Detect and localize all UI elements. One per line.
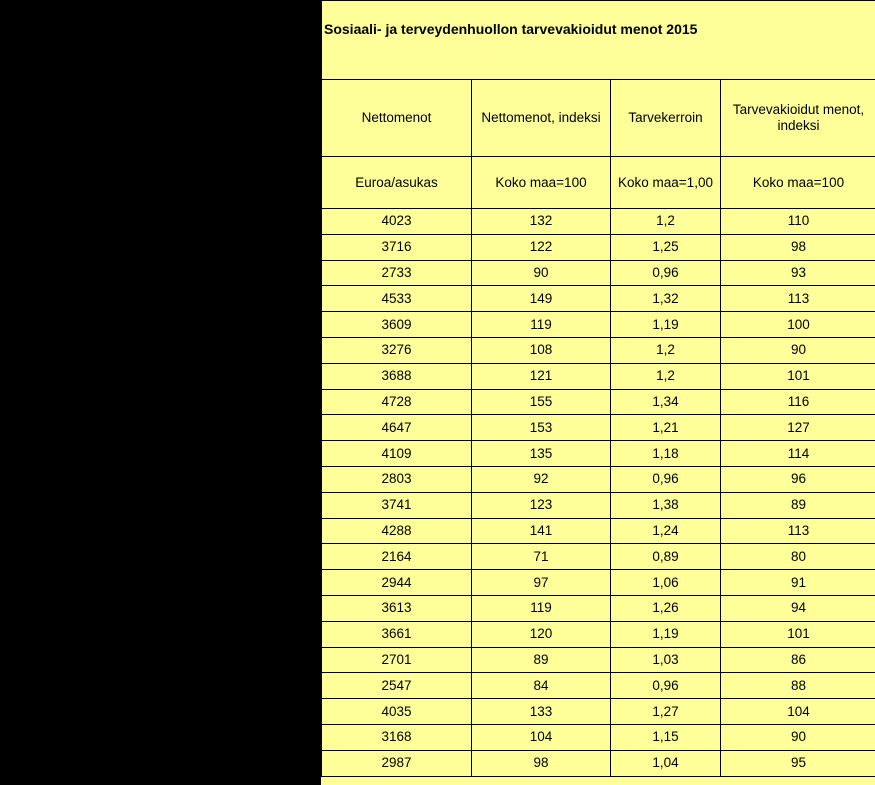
table-row bbox=[322, 466, 875, 492]
table-cell[interactable]: 3276 bbox=[322, 337, 472, 363]
table-cell[interactable]: 89 bbox=[472, 647, 611, 673]
table-cell[interactable]: 4023 bbox=[322, 209, 472, 235]
table-cell[interactable]: 4728 bbox=[322, 389, 472, 415]
table-cell[interactable]: 3613 bbox=[322, 595, 472, 621]
table-cell[interactable]: 1,34 bbox=[611, 389, 721, 415]
table-cell[interactable]: 97 bbox=[472, 570, 611, 596]
table-cell[interactable]: 1,27 bbox=[611, 699, 721, 725]
table-cell[interactable]: 119 bbox=[472, 595, 611, 621]
table-cell[interactable]: 84 bbox=[472, 673, 611, 699]
unit-cell[interactable]: Euroa/asukas bbox=[322, 157, 472, 209]
table-cell[interactable]: 95 bbox=[721, 750, 875, 776]
table-cell[interactable]: 2733 bbox=[322, 260, 472, 286]
table-cell[interactable]: 4533 bbox=[322, 286, 472, 312]
table-cell[interactable]: 0,96 bbox=[611, 260, 721, 286]
table-cell[interactable]: 1,2 bbox=[611, 209, 721, 235]
table-cell[interactable]: 3168 bbox=[322, 724, 472, 750]
table-cell[interactable]: 3661 bbox=[322, 621, 472, 647]
table-cell[interactable]: 1,06 bbox=[611, 570, 721, 596]
table-cell[interactable]: 90 bbox=[472, 260, 611, 286]
table-cell[interactable]: 96 bbox=[721, 466, 875, 492]
header-cell[interactable]: Tarvevakioidut menot, indeksi bbox=[721, 80, 875, 157]
table-cell[interactable]: 132 bbox=[472, 209, 611, 235]
table-cell[interactable]: 1,2 bbox=[611, 337, 721, 363]
table-cell[interactable]: 1,24 bbox=[611, 518, 721, 544]
table-cell[interactable]: 1,32 bbox=[611, 286, 721, 312]
table-row bbox=[322, 595, 875, 621]
table-cell[interactable]: 0,89 bbox=[611, 544, 721, 570]
table-cell[interactable]: 2547 bbox=[322, 673, 472, 699]
table-cell[interactable]: 149 bbox=[472, 286, 611, 312]
table-cell[interactable]: 119 bbox=[472, 312, 611, 338]
table-cell[interactable]: 1,15 bbox=[611, 724, 721, 750]
table-cell[interactable]: 153 bbox=[472, 415, 611, 441]
table-cell[interactable]: 100 bbox=[721, 312, 875, 338]
table-row bbox=[322, 621, 875, 647]
table-cell[interactable]: 127 bbox=[721, 415, 875, 441]
table-cell[interactable]: 3609 bbox=[322, 312, 472, 338]
table-row bbox=[322, 724, 875, 750]
header-cell[interactable]: Tarvekerroin bbox=[611, 80, 721, 157]
table-cell[interactable]: 2803 bbox=[322, 466, 472, 492]
table-row bbox=[322, 209, 875, 235]
table-cell[interactable]: 114 bbox=[721, 441, 875, 467]
table-cell[interactable]: 80 bbox=[721, 544, 875, 570]
table-cell[interactable]: 116 bbox=[721, 389, 875, 415]
table-cell[interactable]: 1,18 bbox=[611, 441, 721, 467]
table-cell[interactable]: 110 bbox=[721, 209, 875, 235]
table-cell[interactable]: 4035 bbox=[322, 699, 472, 725]
table-cell[interactable]: 1,25 bbox=[611, 234, 721, 260]
table-cell[interactable]: 121 bbox=[472, 363, 611, 389]
table-cell[interactable]: 0,96 bbox=[611, 466, 721, 492]
table-row bbox=[322, 286, 875, 312]
unit-cell[interactable]: Koko maa=100 bbox=[721, 157, 875, 209]
table-cell[interactable]: 120 bbox=[472, 621, 611, 647]
table-cell[interactable]: 71 bbox=[472, 544, 611, 570]
table-cell[interactable]: 3688 bbox=[322, 363, 472, 389]
table-cell[interactable]: 91 bbox=[721, 570, 875, 596]
table-cell[interactable]: 101 bbox=[721, 363, 875, 389]
unit-cell[interactable]: Koko maa=100 bbox=[472, 157, 611, 209]
table-cell[interactable]: 101 bbox=[721, 621, 875, 647]
table-row bbox=[322, 492, 875, 518]
table-cell[interactable]: 104 bbox=[721, 699, 875, 725]
table-cell[interactable]: 135 bbox=[472, 441, 611, 467]
table-row bbox=[322, 647, 875, 673]
table-cell[interactable]: 155 bbox=[472, 389, 611, 415]
table-cell[interactable]: 4647 bbox=[322, 415, 472, 441]
table-cell[interactable]: 89 bbox=[721, 492, 875, 518]
table-cell[interactable]: 122 bbox=[472, 234, 611, 260]
table-cell[interactable]: 98 bbox=[472, 750, 611, 776]
table-row bbox=[322, 518, 875, 544]
data-table bbox=[321, 79, 875, 777]
table-title: Sosiaali- ja terveydenhuollon tarvevakioidut menot 2015 bbox=[324, 21, 698, 37]
table-cell[interactable]: 1,21 bbox=[611, 415, 721, 441]
table-cell[interactable]: 93 bbox=[721, 260, 875, 286]
table-cell[interactable]: 90 bbox=[721, 724, 875, 750]
table-cell[interactable]: 1,26 bbox=[611, 595, 721, 621]
table-cell[interactable]: 1,2 bbox=[611, 363, 721, 389]
table-row bbox=[322, 673, 875, 699]
table-cell[interactable]: 88 bbox=[721, 673, 875, 699]
table-cell[interactable]: 2701 bbox=[322, 647, 472, 673]
table-row bbox=[322, 415, 875, 441]
table-cell[interactable]: 133 bbox=[472, 699, 611, 725]
table-cell[interactable]: 86 bbox=[721, 647, 875, 673]
spreadsheet-area bbox=[321, 0, 875, 785]
table-cell[interactable]: 104 bbox=[472, 724, 611, 750]
table-cell[interactable]: 94 bbox=[721, 595, 875, 621]
header-row bbox=[322, 80, 875, 157]
table-cell[interactable]: 4288 bbox=[322, 518, 472, 544]
table-cell[interactable]: 1,03 bbox=[611, 647, 721, 673]
table-cell[interactable]: 1,19 bbox=[611, 312, 721, 338]
table-cell[interactable]: 3716 bbox=[322, 234, 472, 260]
table-cell[interactable]: 2987 bbox=[322, 750, 472, 776]
table-row bbox=[322, 363, 875, 389]
unit-cell[interactable]: Koko maa=1,00 bbox=[611, 157, 721, 209]
title-cell[interactable] bbox=[321, 0, 875, 79]
table-row bbox=[322, 750, 875, 776]
unit-row bbox=[322, 157, 875, 209]
table-cell[interactable]: 123 bbox=[472, 492, 611, 518]
table-cell[interactable]: 1,38 bbox=[611, 492, 721, 518]
table-cell[interactable]: 92 bbox=[472, 466, 611, 492]
table-row bbox=[322, 699, 875, 725]
header-cell[interactable]: Nettomenot, indeksi bbox=[472, 80, 611, 157]
table-cell[interactable]: 1,19 bbox=[611, 621, 721, 647]
header-cell[interactable]: Nettomenot bbox=[322, 80, 472, 157]
table-cell[interactable]: 2944 bbox=[322, 570, 472, 596]
table-cell[interactable]: 90 bbox=[721, 337, 875, 363]
table-cell[interactable]: 2164 bbox=[322, 544, 472, 570]
table-row bbox=[322, 260, 875, 286]
table-cell[interactable]: 113 bbox=[721, 518, 875, 544]
table-cell[interactable]: 98 bbox=[721, 234, 875, 260]
table-row bbox=[322, 544, 875, 570]
table-row bbox=[322, 312, 875, 338]
table-cell[interactable]: 141 bbox=[472, 518, 611, 544]
table-cell[interactable]: 108 bbox=[472, 337, 611, 363]
table-cell[interactable]: 113 bbox=[721, 286, 875, 312]
table-row bbox=[322, 441, 875, 467]
table-cell[interactable]: 4109 bbox=[322, 441, 472, 467]
table-cell[interactable]: 0,96 bbox=[611, 673, 721, 699]
table-row bbox=[322, 337, 875, 363]
table-cell[interactable]: 3741 bbox=[322, 492, 472, 518]
table-cell[interactable]: 1,04 bbox=[611, 750, 721, 776]
table-row bbox=[322, 234, 875, 260]
table-row bbox=[322, 570, 875, 596]
table-row bbox=[322, 389, 875, 415]
